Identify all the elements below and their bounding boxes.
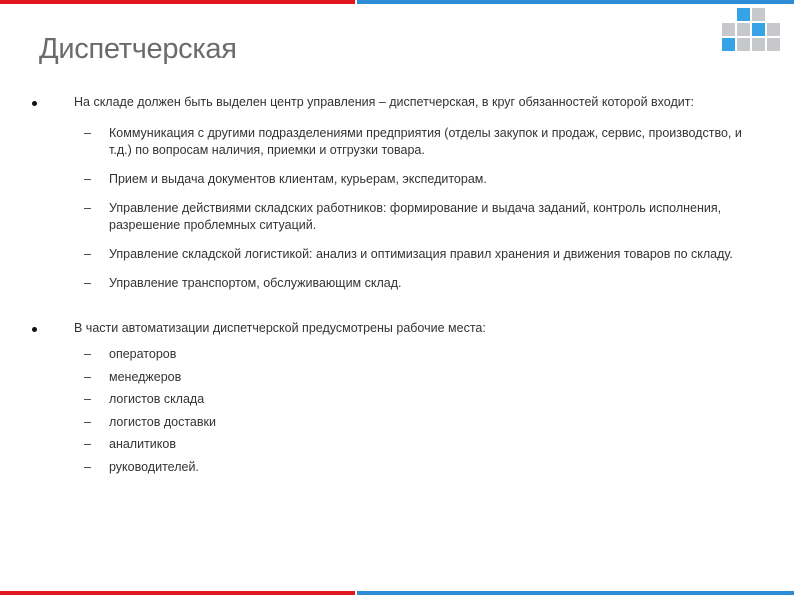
list-item: [32, 436, 742, 453]
dash-marker: –: [84, 201, 91, 215]
dash-marker: –: [84, 414, 91, 429]
logo-square: [722, 38, 735, 51]
dash-marker: –: [84, 392, 91, 406]
dash-marker: –: [84, 347, 91, 361]
dash-marker: –: [84, 459, 91, 474]
list-item-text: логистов доставки: [109, 414, 216, 429]
bottom-accent-red: [0, 591, 355, 595]
list-item-text: аналитиков: [109, 437, 176, 451]
list-item: [32, 246, 742, 263]
list-item-text: Коммуникация с другими подразделениями предприятия (отделы закупок и продаж, сервис, производство, и т.д.) по вопросам наличия, приемки и отгрузки товара.: [109, 126, 742, 157]
list-item: [32, 125, 742, 159]
logo-squares: [720, 8, 782, 54]
logo-square: [722, 23, 735, 36]
logo-square: [737, 23, 750, 36]
bullet-dispatch-duties: [32, 94, 742, 111]
dash-marker: –: [84, 276, 91, 290]
list-item-text: руководителей.: [109, 459, 199, 474]
list-item: [32, 369, 742, 386]
list-item: [32, 200, 742, 234]
duties-list: [32, 125, 742, 292]
bullet-text: На складе должен быть выделен центр управления – диспетчерская, в круг обязанностей которой входит:: [74, 95, 694, 109]
slide-title: Диспетчерская: [39, 33, 237, 65]
list-item: [32, 275, 742, 292]
bullet-dot: [32, 327, 37, 332]
workstations-list: [32, 346, 742, 476]
list-item: [32, 391, 742, 408]
logo-square: [767, 23, 780, 36]
bottom-accent-bar: [0, 591, 794, 595]
logo-square: [767, 38, 780, 51]
logo-square: [752, 23, 765, 36]
logo-square: [752, 8, 765, 21]
list-item: [32, 171, 742, 188]
logo-square: [737, 8, 750, 21]
top-accent-bar: [0, 0, 794, 4]
dash-marker: –: [84, 247, 91, 261]
list-item-text: Управление складской логистикой: анализ и оптимизация правил хранения и движения товаров по складу.: [109, 247, 733, 261]
top-accent-blue: [357, 0, 794, 4]
bullet-text: В части автоматизации диспетчерской предусмотрены рабочие места:: [74, 321, 486, 335]
bullet-dot: [32, 101, 37, 106]
bullet-workstations: [32, 320, 742, 337]
bottom-accent-blue: [357, 591, 794, 595]
list-item: [32, 459, 742, 476]
logo-square: [752, 38, 765, 51]
dash-marker: –: [84, 369, 91, 384]
top-accent-red: [0, 0, 355, 4]
list-item: [32, 414, 742, 431]
list-item-text: логистов склада: [109, 392, 205, 406]
list-item-text: Управление действиями складских работников: формирование и выдача заданий, контроль исполнения, разрешение проблемных ситуаций.: [109, 201, 722, 232]
logo-square: [737, 38, 750, 51]
slide-content: [32, 94, 742, 481]
dash-marker: –: [84, 172, 91, 186]
dash-marker: –: [84, 437, 91, 451]
list-item: [32, 346, 742, 363]
list-item-text: менеджеров: [109, 369, 182, 384]
dash-marker: –: [84, 126, 91, 140]
list-item-text: операторов: [109, 347, 177, 361]
list-item-text: Прием и выдача документов клиентам, курьерам, экспедиторам.: [109, 172, 487, 186]
list-item-text: Управление транспортом, обслуживающим склад.: [109, 276, 402, 290]
